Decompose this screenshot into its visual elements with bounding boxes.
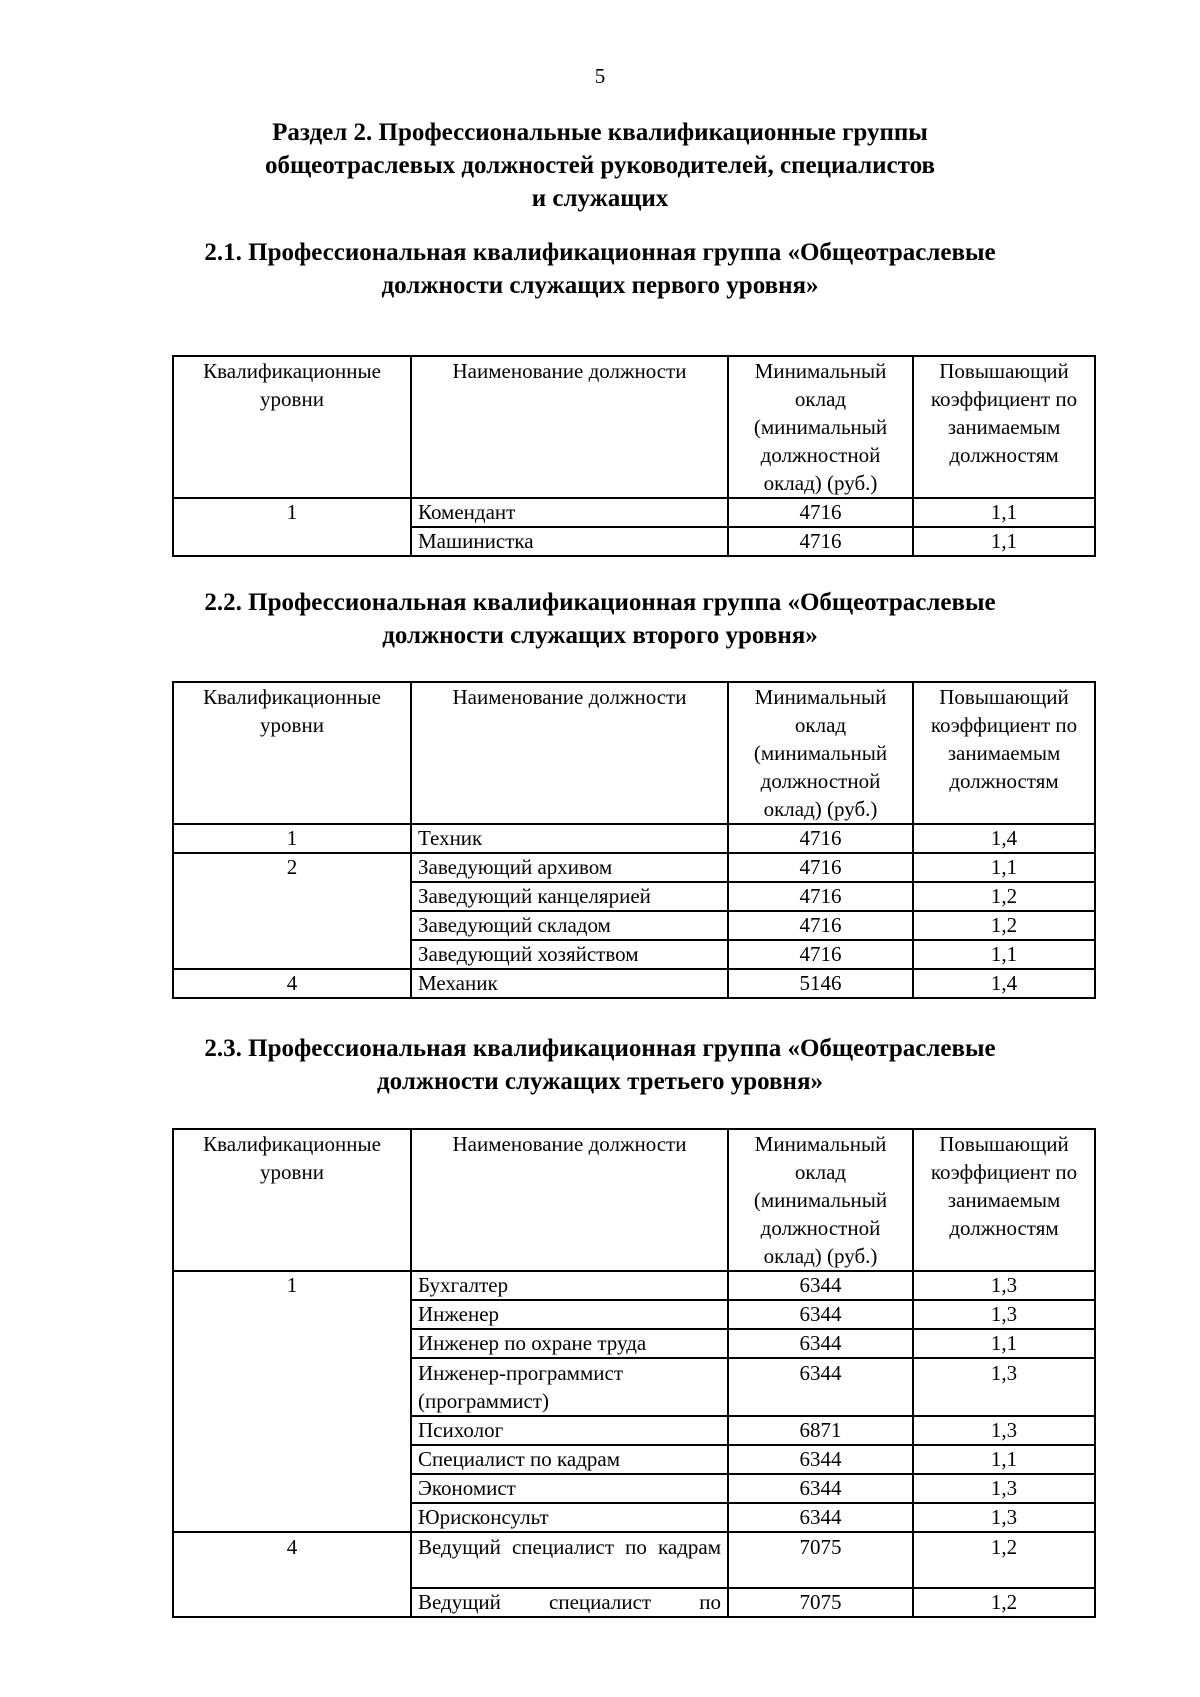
- qualification-table-2-3: [172, 1128, 1096, 1618]
- position-cell: Заведующий складом: [411, 911, 728, 940]
- position-cell: Машинистка: [411, 527, 728, 556]
- group-title-2-3: [0, 1032, 1200, 1098]
- header-coefficient: Повышающий коэффициент по занимаемым должностям: [913, 682, 1095, 824]
- position-cell: Инженер по охране труда: [411, 1329, 728, 1358]
- table-header-row: [173, 356, 1095, 498]
- header-levels: Квалификационные уровни: [173, 1129, 411, 1271]
- section-title-line: общеотраслевых должностей руководителей, специалистов: [265, 152, 935, 179]
- level-cell: 1: [173, 498, 411, 556]
- position-cell: Комендант: [411, 498, 728, 527]
- salary-cell: 4716: [728, 853, 913, 882]
- position-cell: Психолог: [411, 1416, 728, 1445]
- level-cell: 1: [173, 1271, 411, 1532]
- group-title-2-2: [0, 586, 1200, 652]
- coefficient-cell: 1,1: [913, 1329, 1095, 1358]
- group-title-2-1: [0, 236, 1200, 302]
- header-position: Наименование должности: [411, 1129, 728, 1271]
- header-coefficient: Повышающий коэффициент по занимаемым должностям: [913, 1129, 1095, 1271]
- coefficient-cell: 1,1: [913, 853, 1095, 882]
- level-cell: 2: [173, 853, 411, 969]
- group-title-line: должности служащих второго уровня»: [382, 622, 818, 649]
- group-title-line: 2.3. Профессиональная квалификационная группа «Общеотраслевые: [204, 1035, 996, 1062]
- coefficient-cell: 1,2: [913, 882, 1095, 911]
- header-levels: Квалификационные уровни: [173, 682, 411, 824]
- table-row: [173, 498, 1095, 527]
- group-title-line: должности служащих третьего уровня»: [377, 1068, 823, 1095]
- header-levels: Квалификационные уровни: [173, 356, 411, 498]
- coefficient-cell: 1,1: [913, 1445, 1095, 1474]
- salary-cell: 4716: [728, 527, 913, 556]
- table-row: [173, 1271, 1095, 1300]
- section-title: [0, 116, 1200, 215]
- salary-cell: 6344: [728, 1474, 913, 1503]
- coefficient-cell: 1,1: [913, 527, 1095, 556]
- position-cell: Заведующий архивом: [411, 853, 728, 882]
- salary-cell: 5146: [728, 969, 913, 998]
- group-title-line: должности служащих первого уровня»: [381, 272, 819, 299]
- header-salary: Минимальный оклад (минимальный должностной оклад) (руб.): [728, 356, 913, 498]
- table-header-row: [173, 682, 1095, 824]
- salary-cell: 6344: [728, 1329, 913, 1358]
- table-header-row: [173, 1129, 1095, 1271]
- salary-cell: 6344: [728, 1358, 913, 1416]
- position-cell: Заведующий канцелярией: [411, 882, 728, 911]
- position-cell: Техник: [411, 824, 728, 853]
- position-cell: Бухгалтер: [411, 1271, 728, 1300]
- table-row: [173, 1532, 1095, 1588]
- coefficient-cell: 1,3: [913, 1474, 1095, 1503]
- salary-cell: 6344: [728, 1445, 913, 1474]
- position-cell: Ведущий специалист по: [411, 1588, 728, 1617]
- group-title-line: 2.2. Профессиональная квалификационная группа «Общеотраслевые: [204, 589, 996, 616]
- qualification-table-2-2: [172, 681, 1096, 999]
- level-cell: 4: [173, 969, 411, 998]
- position-cell: Инженер: [411, 1300, 728, 1329]
- coefficient-cell: 1,3: [913, 1300, 1095, 1329]
- header-position: Наименование должности: [411, 356, 728, 498]
- position-cell: Заведующий хозяйством: [411, 940, 728, 969]
- coefficient-cell: 1,2: [913, 911, 1095, 940]
- position-cell: Ведущий специалист по кадрам: [411, 1532, 728, 1588]
- salary-cell: 6344: [728, 1503, 913, 1532]
- coefficient-cell: 1,4: [913, 969, 1095, 998]
- header-salary: Минимальный оклад (минимальный должностной оклад) (руб.): [728, 682, 913, 824]
- table-row: [173, 824, 1095, 853]
- salary-cell: 6344: [728, 1271, 913, 1300]
- coefficient-cell: 1,2: [913, 1588, 1095, 1617]
- header-position: Наименование должности: [411, 682, 728, 824]
- coefficient-cell: 1,1: [913, 940, 1095, 969]
- coefficient-cell: 1,4: [913, 824, 1095, 853]
- salary-cell: 4716: [728, 882, 913, 911]
- table-row: [173, 969, 1095, 998]
- coefficient-cell: 1,3: [913, 1358, 1095, 1416]
- coefficient-cell: 1,1: [913, 498, 1095, 527]
- position-cell: Механик: [411, 969, 728, 998]
- header-salary: Минимальный оклад (минимальный должностной оклад) (руб.): [728, 1129, 913, 1271]
- group-title-line: 2.1. Профессиональная квалификационная группа «Общеотраслевые: [204, 239, 996, 266]
- level-cell: 1: [173, 824, 411, 853]
- position-cell: Специалист по кадрам: [411, 1445, 728, 1474]
- coefficient-cell: 1,3: [913, 1416, 1095, 1445]
- salary-cell: 6344: [728, 1300, 913, 1329]
- coefficient-cell: 1,3: [913, 1503, 1095, 1532]
- level-cell: 4: [173, 1532, 411, 1617]
- position-cell: Юрисконсульт: [411, 1503, 728, 1532]
- salary-cell: 4716: [728, 498, 913, 527]
- coefficient-cell: 1,3: [913, 1271, 1095, 1300]
- salary-cell: 4716: [728, 824, 913, 853]
- salary-cell: 4716: [728, 940, 913, 969]
- salary-cell: 6871: [728, 1416, 913, 1445]
- coefficient-cell: 1,2: [913, 1532, 1095, 1588]
- section-title-line: и служащих: [531, 185, 669, 212]
- table-row: [173, 853, 1095, 882]
- header-coefficient: Повышающий коэффициент по занимаемым должностям: [913, 356, 1095, 498]
- salary-cell: 7075: [728, 1588, 913, 1617]
- position-cell: Инженер-программист (программист): [411, 1358, 728, 1416]
- section-title-line: Раздел 2. Профессиональные квалификационные группы: [272, 119, 928, 146]
- salary-cell: 7075: [728, 1532, 913, 1588]
- page-number: 5: [594, 64, 606, 88]
- salary-cell: 4716: [728, 911, 913, 940]
- position-cell: Экономист: [411, 1474, 728, 1503]
- qualification-table-2-1: [172, 355, 1096, 557]
